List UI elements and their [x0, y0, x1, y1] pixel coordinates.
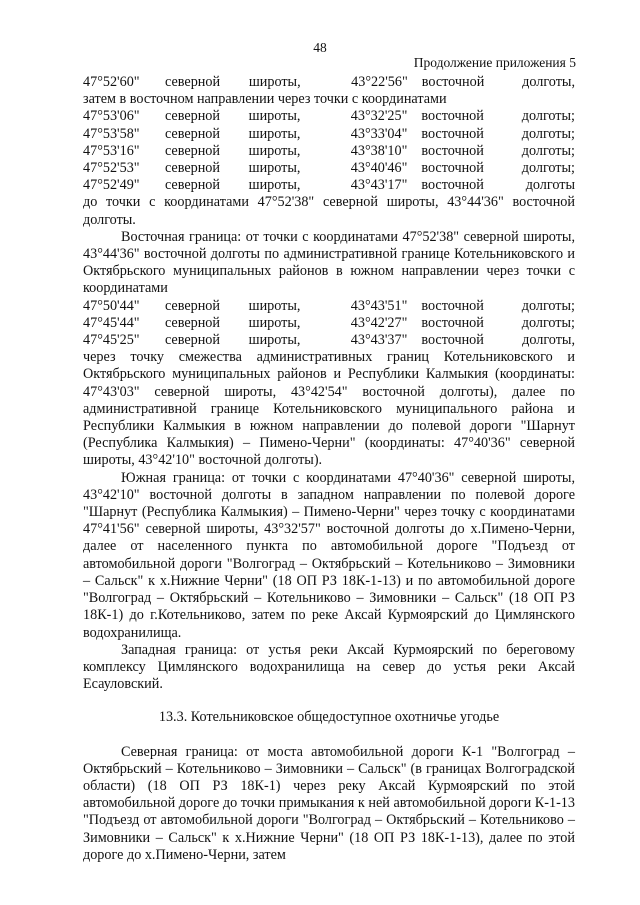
latitude-label: широты,	[248, 314, 301, 331]
longitude-word: восточной	[421, 142, 484, 159]
document-body	[83, 74, 575, 864]
latitude-label: широты,	[248, 297, 301, 314]
longitude-word: восточной	[421, 108, 484, 125]
longitude-value: 43°40'46"	[350, 160, 408, 177]
latitude-value: 47°50'44"	[83, 297, 140, 314]
longitude-label: долготы;	[521, 142, 575, 159]
paragraph-tail: до точки с координатами 47°52'38" северной широты, 43°44'36" восточной долготы.	[83, 194, 575, 228]
coordinate-table-1	[83, 74, 575, 91]
coordinate-table-3	[83, 298, 575, 350]
latitude-label: широты,	[248, 332, 301, 349]
coordinate-row	[83, 108, 575, 125]
latitude-value: 47°53'58"	[83, 125, 140, 142]
latitude-label: широты,	[248, 74, 301, 90]
section-heading: 13.3. Котельниковское общедоступное охотничье угодье	[158, 709, 500, 726]
coordinate-row	[83, 126, 575, 143]
latitude-value: 47°52'53"	[83, 160, 140, 177]
latitude-word: северной	[164, 332, 220, 349]
longitude-value: 43°38'10"	[350, 142, 408, 159]
latitude-word: северной	[164, 160, 220, 177]
longitude-value: 43°42'27"	[350, 314, 408, 331]
coordinate-row	[83, 298, 575, 315]
longitude-label: долготы,	[522, 74, 575, 90]
latitude-label: широты,	[248, 142, 301, 159]
latitude-word: северной	[164, 142, 220, 159]
longitude-value: 43°43'37"	[350, 332, 408, 349]
longitude-word: восточной	[421, 332, 484, 349]
longitude-value: 43°22'56"	[351, 74, 408, 90]
latitude-value: 47°52'60"	[83, 74, 140, 90]
south-border-paragraph: Южная граница: от точки с координатами 47°40'36" северной широты, 43°42'10" восточной долготы в западном направлении по полевой дороге "Шарнут (Республика Калмыкия) – Пимено-Черни" через точку с координатами 47°41'56" северной широты, 43°32'57" восточной долготы до х.Пимено-Черни, далее от населенного пункта по автомобильной дороге "Подъезд от автомобильной дороги "Волгоград – Октябрьский – Котельниково – Зимовники – Сальск" к х.Нижние Черни" (18 ОП РЗ 18К-1-13) и по автомобильной дороге "Волгоград – Октябрьский – Котельниково – Зимовники – Сальск" (18 ОП РЗ 18К-1) до г.Котельниково, затем по реке Аксай Курмоярский до Цимлянского водохранилища.	[83, 469, 575, 641]
coordinate-row	[83, 143, 575, 160]
latitude-label: широты,	[248, 160, 301, 177]
latitude-word: северной	[165, 74, 221, 90]
longitude-value: 43°33'04"	[350, 125, 408, 142]
coordinate-row	[83, 177, 575, 194]
latitude-value: 47°45'25"	[83, 332, 140, 349]
longitude-label: долготы;	[521, 314, 575, 331]
longitude-word: восточной	[421, 74, 485, 90]
latitude-word: северной	[164, 314, 220, 331]
coordinate-row	[83, 315, 575, 332]
coordinate-table-2	[83, 108, 575, 194]
latitude-label: широты,	[248, 108, 301, 125]
paragraph-tail: через точку смежества административных границ Котельниковского и Октябрьского муниципальных районов и Республики Калмыкия (координаты: 47°43'03" северной широты, 43°42'54" восточной долготы), далее по административной границе Котельниковского муниципального района и Республики Калмыкия в южном направлении до полевой дороги "Шарнут (Республика Калмыкия) – Пимено-Черни" (координаты: 47°40'36" северной широты, 43°42'10" восточной долготы).	[83, 349, 575, 469]
direction-line: затем в восточном направлении через точки с координатами	[83, 91, 447, 108]
latitude-word: северной	[164, 297, 220, 314]
north-border-paragraph: Северная граница: от моста автомобильной дороги К-1 "Волгоград – Октябрьский – Котельниково – Зимовники – Сальск" (в границах Волгоградской области) (18 ОП РЗ 18К-1) через реку Аксай Курмоярский по этой автомобильной дороге до точки примыкания к ней автомобильной дороги К-1-13 "Подъезд от автомобильной дороги "Волгоград – Октябрьский – Котельниково – Зимовники – Сальск" к х.Нижние Черни" (18 ОП РЗ 18К-1-13), далее по этой дороге до х.Пимено-Черни, затем	[83, 743, 575, 863]
longitude-label: долготы;	[521, 297, 575, 314]
longitude-value: 43°43'51"	[350, 297, 408, 314]
longitude-label: долготы;	[521, 125, 575, 142]
coordinate-row	[83, 160, 575, 177]
latitude-value: 47°53'06"	[83, 108, 140, 125]
longitude-word: восточной	[421, 177, 484, 194]
latitude-word: северной	[164, 108, 220, 125]
appendix-note: Продолжение приложения 5	[413, 55, 576, 70]
longitude-value: 43°43'17"	[350, 177, 408, 194]
latitude-word: северной	[164, 177, 220, 194]
longitude-label: долготы;	[521, 108, 575, 125]
longitude-word: восточной	[421, 160, 484, 177]
latitude-label: широты,	[248, 125, 301, 142]
coordinate-row	[83, 332, 575, 349]
latitude-value: 47°45'44"	[83, 314, 140, 331]
longitude-word: восточной	[421, 125, 484, 142]
longitude-word: восточной	[421, 314, 484, 331]
page-number: 48	[313, 40, 327, 55]
latitude-word: северной	[164, 125, 220, 142]
east-border-paragraph: Восточная граница: от точки с координатами 47°52'38" северной широты, 43°44'36" восточной долготы по административной границе Котельниковского и Октябрьского муниципальных районов в южном направлении через точки с координатами	[83, 228, 575, 297]
longitude-label: долготы	[525, 177, 575, 194]
longitude-value: 43°32'25"	[350, 108, 408, 125]
latitude-value: 47°53'16"	[83, 142, 140, 159]
longitude-word: восточной	[421, 297, 484, 314]
latitude-label: широты,	[248, 177, 301, 194]
longitude-label: долготы,	[522, 332, 575, 349]
latitude-value: 47°52'49"	[83, 177, 140, 194]
coordinate-row	[83, 74, 575, 91]
west-border-paragraph: Западная граница: от устья реки Аксай Курмоярский по береговому комплексу Цимлянского водохранилища на север до устья реки Аксай Есауловский.	[83, 641, 575, 693]
longitude-label: долготы;	[521, 160, 575, 177]
